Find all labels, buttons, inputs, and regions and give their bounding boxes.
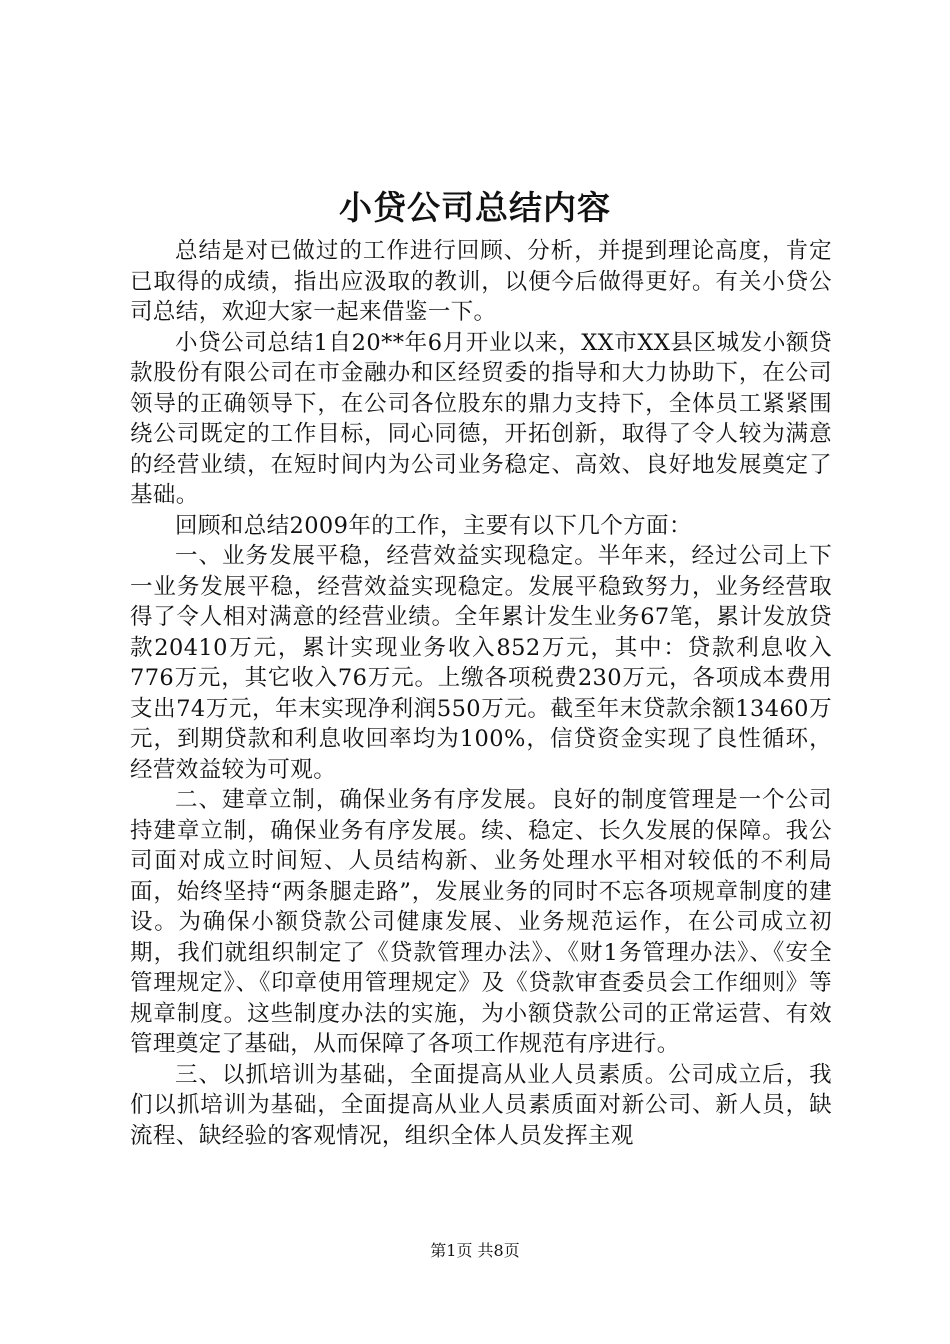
paragraph-intro: 总结是对已做过的工作进行回顾、分析，并提到理论高度，肯定已取得的成绩，指出应汲取的教训，以便今后做得更好。有关小贷公司总结，欢迎大家一起来借鉴一下。 [130, 238, 832, 325]
paragraph-summary-1: 小贷公司总结1自20**年6月开业以来，XX市XX县区城发小额贷款股份有限公司在市金融办和区经贸委的指导和大力协助下，在公司领导的正确领导下，在公司各位股东的鼎力支持下，全体员工紧紧围绕公司既定的工作目标，同心同德，开拓创新，取得了令人较为满意的经营业绩，在短时间内为公司业务稳定、高效、良好地发展奠定了基础。 [130, 329, 832, 508]
document-body [130, 236, 832, 1151]
document-title: 小贷公司总结内容 [339, 188, 611, 227]
page-number: 第1页 共8页 [430, 1241, 520, 1260]
paragraph-section-3: 三、以抓培训为基础，全面提高从业人员素质。公司成立后，我们以抓培训为基础，全面提高从业人员素质面对新公司、新人员，缺流程、缺经验的客观情况，组织全体人员发挥主观 [130, 1061, 832, 1149]
paragraph-section-1: 一、业务发展平稳，经营效益实现稳定。半年来，经过公司上下一业务发展平稳，经营效益实现稳定。发展平稳致努力，业务经营取得了令人相对满意的经营业绩。全年累计发生业务67笔，累计发放贷款20410万元，累计实现业务收入852万元，其中：贷款利息收入776万元，其它收入76万元。上缴各项税费230万元，各项成本费用支出74万元，年末实现净利润550万元。截至年末贷款余额13460万元，到期贷款和利息收回率均为100%，信贷资金实现了良性循环，经营效益较为可观。 [130, 543, 832, 783]
paragraph-section-2: 二、建章立制，确保业务有序发展。良好的制度管理是一个公司持建章立制，确保业务有序发展。续、稳定、长久发展的保障。我公司面对成立时间短、人员结构新、业务处理水平相对较低的不利局面，始终坚持“两条腿走路”，发展业务的同时不忘各项规章制度的建设。为确保小额贷款公司健康发展、业务规范运作，在公司成立初期，我们就组织制定了《贷款管理办法》、《财1务管理办法》、《安全管理规定》、《印章使用管理规定》及《贷款审查委员会工作细则》等规章制度。这些制度办法的实施，为小额贷款公司的正常运营、有效管理奠定了基础，从而保障了各项工作规范有序进行。 [130, 787, 832, 1057]
paragraph-review: 回顾和总结2009年的工作，主要有以下几个方面： [175, 512, 692, 539]
